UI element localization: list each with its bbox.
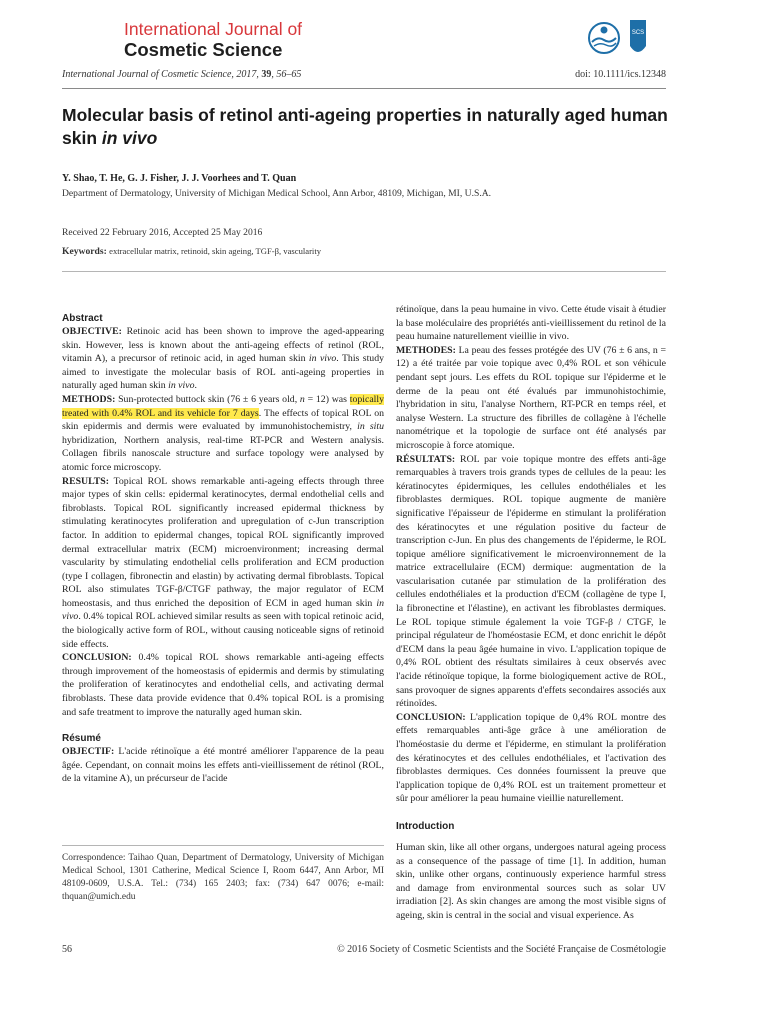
correspondence-divider (62, 845, 384, 846)
objective-label: OBJECTIVE: (62, 326, 122, 337)
citation-pages: , 56–65 (271, 69, 302, 80)
left-column (62, 312, 384, 786)
abstract-body (62, 325, 384, 719)
italic-term: in vivo (62, 597, 384, 623)
right-column (396, 303, 666, 923)
keywords-label: Keywords: (62, 246, 107, 257)
doi-link[interactable]: doi: 10.1111/ics.12348 (575, 69, 666, 80)
keywords (62, 246, 321, 257)
citation-volume: 39 (261, 69, 272, 80)
keywords-text: extracellular matrix, retinoid, skin ageing, TGF-β, vascularity (109, 246, 322, 256)
objective-text: . (194, 380, 197, 392)
methodes-label: METHODES: (396, 344, 456, 356)
objective-text: Retinoic acid has been shown to improve the aged-appearing skin. However, less is known about the anti-ageing effects of retinol (ROL, vitamin A), a precursor of retinoic acid, in aged human skin (62, 326, 384, 365)
objective-text: . This study aimed to investigate the molecular basis of ROL anti-ageing properties in naturally aged human skin (62, 353, 384, 392)
article-title (62, 104, 682, 150)
conclusion-text: 0.4% topical ROL shows remarkable anti-ageing effects through improvement of the homeostasis of epidermis and dermis by stimulating the proliferation of keratinocytes and endothelial cells, and activating dermal fibroblasts. These data provide evidence that 0.4% topical ROL is a promising and safe treatment to improve the naturally aged human skin. (62, 652, 384, 718)
citation-line (62, 69, 301, 80)
resume-conclusion-label: CONCLUSION: (396, 711, 466, 723)
globe-logo-icon (589, 23, 619, 53)
objectif-text: L'acide rétinoïque a été montré améliorer l'apparence de la peau âgée. Cependant, on connait moins les effets anti-vieillissement de rétinol (ROL, de la vitamine A), un précurseur de l'acide (62, 746, 384, 785)
italic-term: in vivo (168, 380, 195, 392)
scs-badge-text: SCS (631, 30, 645, 36)
journal-logo (124, 19, 302, 60)
resume-heading: Résumé (62, 733, 101, 745)
received-dates: Received 22 February 2016, Accepted 25 May 2016 (62, 227, 263, 238)
author-list: Y. Shao, T. He, G. J. Fisher, J. J. Voorhees and T. Quan (62, 173, 297, 184)
journal-name-line1: International Journal of (124, 19, 303, 39)
correspondence-note: Correspondence: Taihao Quan, Department of Dermatology, University of Michigan Medical School, 1301 Catherine, Medical Science I, Room 6447, Ann Arbor, MI 48109-0609, U.S.A. Tel.: (734) 165 2403; fax: (734) 647 0076; e-mail: thquan@umich.edu (62, 853, 384, 902)
page-number: 56 (62, 944, 72, 955)
methods-text: = 12) was (304, 393, 350, 405)
title-main: Molecular basis of retinol anti-ageing properties in naturally aged human skin (62, 105, 668, 148)
methods-text: hybridization, Northern analysis, real-time RT-PCR and Western analysis. Collagen fibrils nanoscale structure and surface topology were analysed by atomic force microscopy. (62, 434, 384, 473)
results-text: . 0.4% topical ROL achieved similar results as seen with topical retinoic acid, the biologically active form of ROL, without causing noticeable signs of retinoid side effects. (62, 611, 384, 650)
resume-conclusion-text: L'application topique de 0,4% ROL montre des effets remarquables anti-âge grâce à une amélioration de l'homéostasie du derme et l'épiderme, en stimulant la prolifération des kératinocytes et des cellules endothéliales, et l'activation des fibroblastes dermiques. Ces données fournissent la preuve que l'application topique de 0,4% ROL est un traitement prometteur et sûr pour améliorer la peau humaine vieillie naturellement. (396, 711, 666, 805)
introduction-heading: Introduction (396, 820, 455, 832)
affiliation: Department of Dermatology, University of Michigan Medical School, Ann Arbor, 48109, Michigan, MI, U.S.A. (62, 188, 492, 199)
methods-text: . The effects of topical ROL on skin epidermis and dermis were evaluated by immunohistochemistry, (62, 407, 384, 433)
keywords-divider (62, 271, 666, 272)
journal-name-line2: Cosmetic Science (124, 39, 283, 60)
methods-label: METHODS: (62, 393, 116, 405)
resultats-label: RÉSULTATS: (396, 453, 456, 465)
citation-journal: International Journal of Cosmetic Science, 2017, (62, 69, 262, 80)
resume-continued-text: rétinoïque, dans la peau humaine in vivo. Cette étude visait à étudier la base moléculaire des propriétés anti-vieillissement du retinol de la peau humaine naturellement vieillie in vivo. (396, 304, 666, 343)
highlighted-text: topically treated with 0.4% ROL and its vehicle for 7 days (62, 393, 385, 419)
copyright-notice: © 2016 Society of Cosmetic Scientists and the Société Française de Cosmétologie (337, 944, 666, 955)
resultats-text: ROL par voie topique montre des effets anti-âge remarquables à travers trois grands types de cellules de la peau: les kératinocytes épidermiques, les cellules endothéliales et les fibroblastes dermiques. ROL topique augmente de manière significative l'épaisseur de l'épiderme en stimulant la prolifération des kératinocytes et une régulation positive du facteur de transcription c-Jun. En plus des changements de l'épiderme, le ROL topique améliore significativement le microenvironnement de la matrice extracellulaire (ECM) dermique: augmentation de la vascularisation cutanée par stimulation de la prolifération des cellules endothéliales et la production d'ECM (collagène de type I, la fibronectine et l'élastine), en activant les fibroblastes dermiques. Le ROL topique stimule également la voie TGF-β / CTGF, le principal régulateur de l'homéostasie ECM, et donc enrichit le dépôt d'ECM dans la peau âgée humaine in vivo. L'application topique de 0,4% ROL obtient des résultats similaires à ceux observés avec l'acide rétinoïque topique, la forme biologiquement active de ROL, sans provoquer de signes apparents d'effets secondaires associés aux rétinoïdes. (396, 453, 666, 710)
resume-body-start (62, 745, 384, 786)
methods-text: Sun-protected buttock skin (76 ± 6 years old, (115, 393, 300, 405)
scs-badge-icon (630, 20, 646, 52)
header-divider (62, 88, 666, 89)
results-text: Topical ROL shows remarkable anti-ageing effects through three major types of skin cells: epidermal keratinocytes, dermal endothelial cells and fibroblasts. Topical ROL significantly increased epidermal thickness by stimulating keratinocytes proliferation and upregulation of c-Jun transcription factor. In addition to epidermal changes, topical ROL significantly improved dermal extracellular matrix (ECM) microenvironment; increasing dermal vascularity by stimulating endothelial cells proliferation and ECM production (type I collagen, fibronectin and elastin) by activating dermal fibroblasts. Topical ROL also stimulates TGF-β/CTGF pathway, the major regulator of ECM homeostasis, and thus enriched the deposition of ECM in aged human skin (62, 475, 384, 609)
abstract-heading: Abstract (62, 313, 103, 324)
results-label: RESULTS: (62, 475, 110, 487)
conclusion-label: CONCLUSION: (62, 652, 132, 664)
methodes-text: La peau des fesses protégée des UV (76 ± 6 ans, n = 12) a été traitée par voie topique avec 0,4% ROL et son véhicule pendant sept jours. Les effets du ROL topique sur l'épiderme et le derme de la peau ont été évalués par immunohistochimie, l'hybridation in situ, l'analyse Northern, RT-PCR en temps réel, et analyse Western. La structure des fibrilles de collagène à l'échelle nanométrique et la topologie de surface ont été analysés par microscopie à force atomique. (396, 344, 666, 451)
resume-body-continued (396, 303, 666, 806)
society-logos (586, 16, 666, 60)
introduction-body: Human skin, like all other organs, undergoes natural ageing process as a consequence of the passage of time [1]. In addition, human skin, unlike other organs, continuously experience harmful stress and damage from environmental sources such as solar UV irradiation [2]. As skin changes are among the most visible signs of ageing, skin is central in the social and visual experience. As (396, 841, 666, 921)
italic-term: in situ (357, 421, 384, 433)
italic-term: n (299, 393, 305, 405)
title-italic: in vivo (101, 128, 158, 148)
objectif-label: OBJECTIF: (62, 746, 115, 758)
italic-term: in vivo (308, 353, 337, 365)
